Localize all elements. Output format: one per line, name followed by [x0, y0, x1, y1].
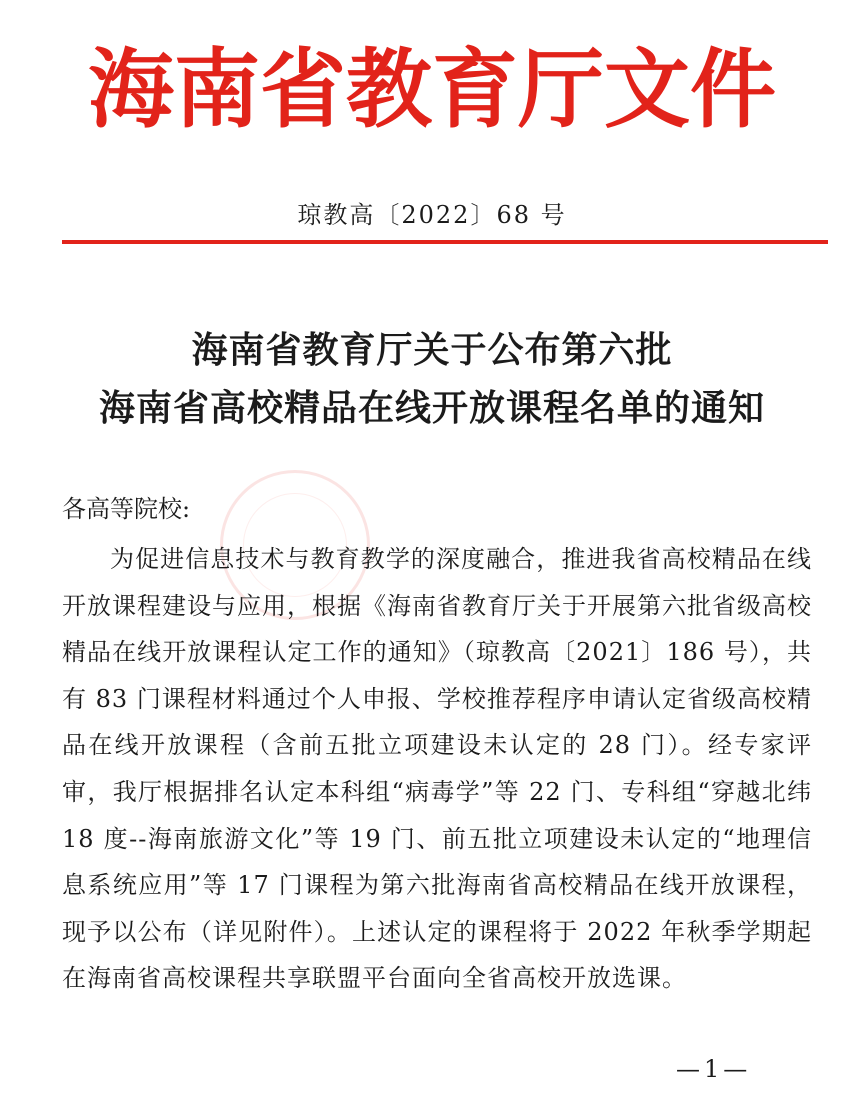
masthead-title: 海南省教育厅文件 [88, 40, 776, 140]
salutation: 各高等院校: [62, 495, 191, 523]
notice-title-line-2: 海南省高校精品在线开放课程名单的通知 [98, 387, 765, 429]
body-paragraph: 为促进信息技术与教育教学的深度融合，推进我省高校精品在线开放课程建设与应用，根据《海南省教育厅关于开展第六批省级高校精品在线开放课程认定工作的通知》（琼教高〔2021〕186 号），共有 83 门课程材料通过个人申报、学校推荐程序申请认定省级高校精品在线开放课程（含前五批立项建设未认定的 28 门）。经专家评审，我厅根据排名认定本科组“病毒学”等 22 门、专科组“穿越北纬 18 度--海南旅游文化”等 19 门、前五批立项建设未认定的“地理信息系统应用”等 17 门课程为第六批海南省高校精品在线开放课程，现予以公布（详见附件）。上述认定的课程将于 2022 年秋季学期起在海南省高校课程共享联盟平台面向全省高校开放选课。 [62, 545, 812, 993]
page-number: —1— [676, 1055, 752, 1083]
red-divider-line [62, 240, 828, 244]
notice-title-line-1: 海南省教育厅关于公布第六批 [191, 329, 673, 371]
document-number: 琼教高〔2022〕68 号 [297, 201, 567, 229]
